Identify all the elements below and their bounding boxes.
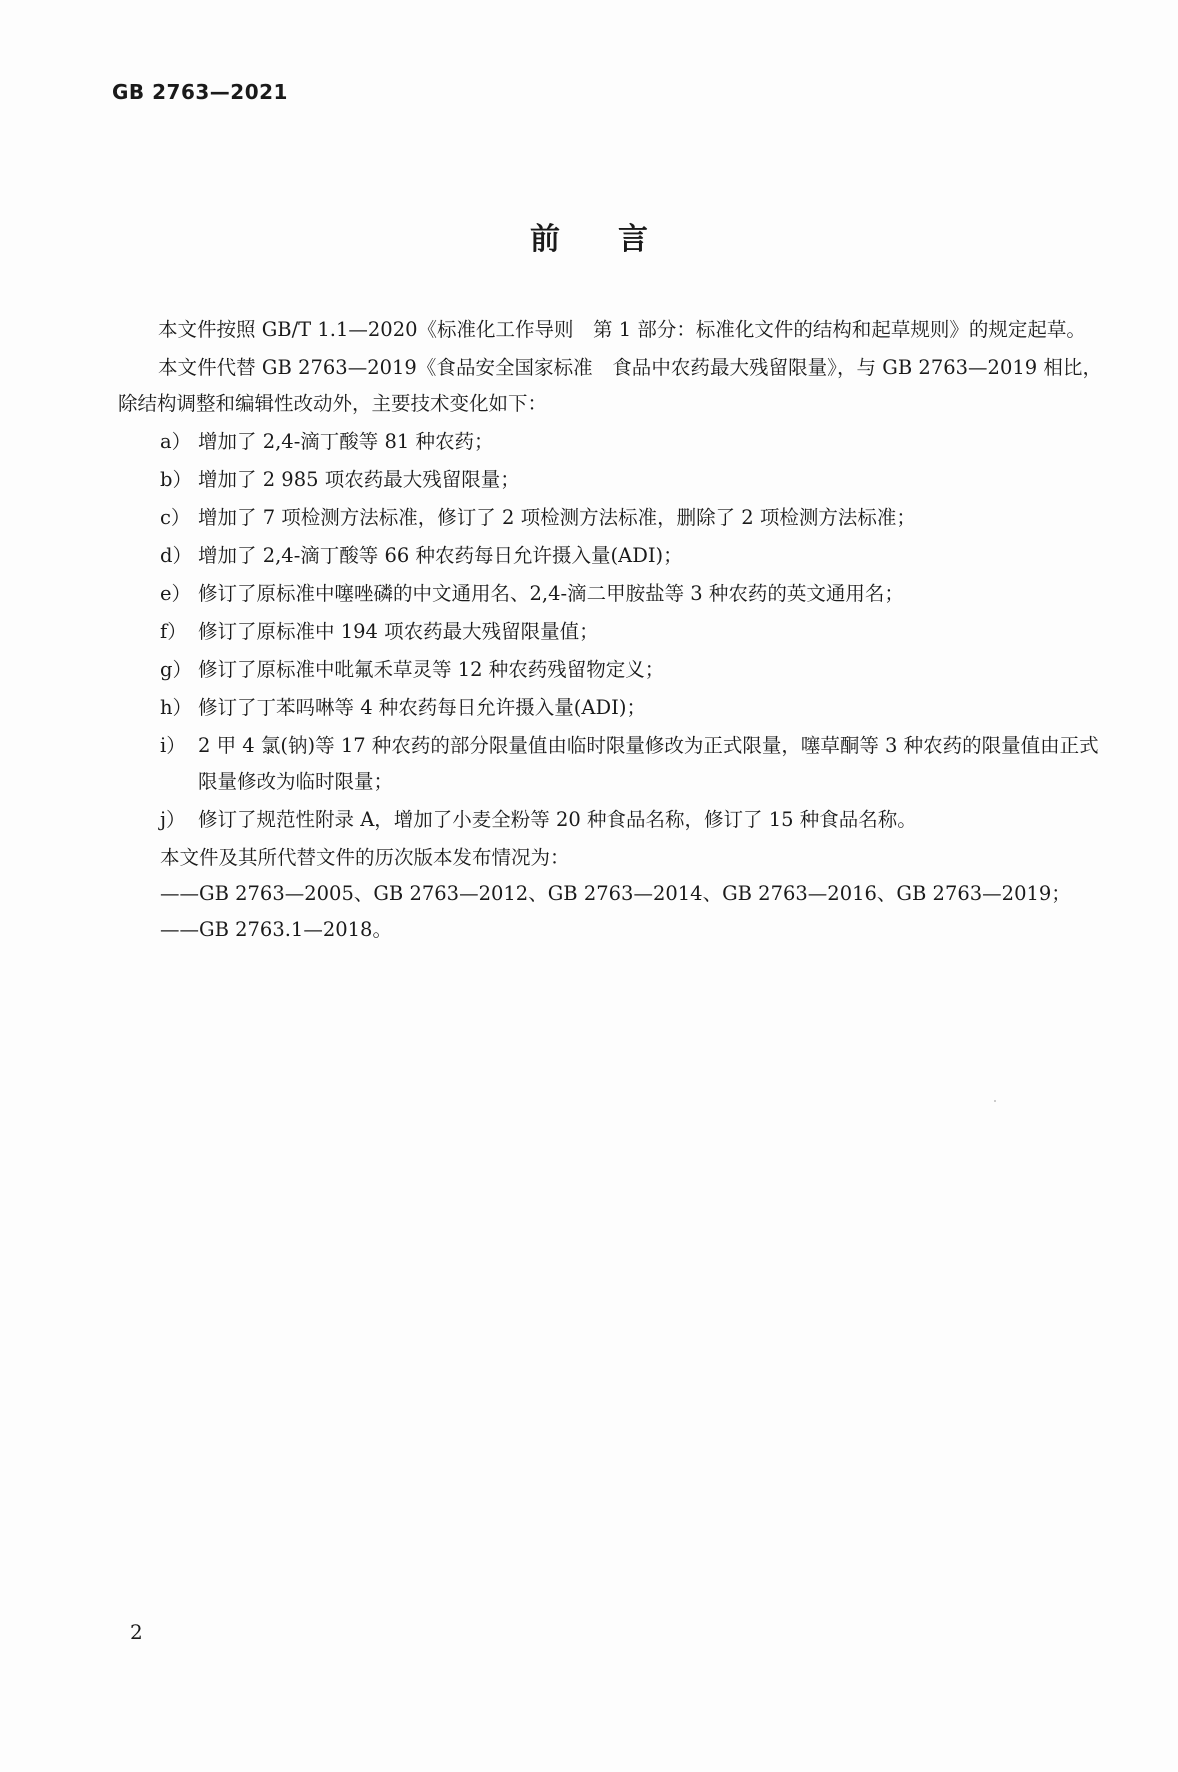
list-item-label: j） xyxy=(160,808,186,831)
list-item-label: i） xyxy=(160,734,186,757)
list-item-text: 修订了规范性附录 A，增加了小麦全粉等 20 种食品名称，修订了 15 种食品名称。 xyxy=(198,808,917,831)
list-item xyxy=(118,728,1102,800)
list-item-label: g） xyxy=(160,658,192,681)
scan-speck xyxy=(994,1100,996,1102)
history-intro: 本文件及其所代替文件的历次版本发布情况为： xyxy=(160,846,570,869)
list-item-label: h） xyxy=(160,696,193,719)
list-item xyxy=(118,462,1102,498)
list-item-label: f） xyxy=(160,620,187,643)
list-item-label: b） xyxy=(160,468,192,491)
list-item-label: c） xyxy=(160,506,191,529)
list-item xyxy=(118,538,1102,574)
list-item-label: e） xyxy=(160,582,192,605)
page-title: 前言 xyxy=(530,222,706,257)
page-number: 2 xyxy=(130,1620,143,1644)
list-item-text: 增加了 2,4-滴丁酸等 81 种农药； xyxy=(198,430,494,453)
list-item-text: 修订了原标准中吡氟禾草灵等 12 种农药残留物定义； xyxy=(198,658,665,681)
changes-list xyxy=(118,424,1102,838)
paragraph-replacement-note: 本文件代替 GB 2763—2019《食品安全国家标准 食品中农药最大残留限量》，与 GB 2763—2019 相比，除结构调整和编辑性改动外，主要技术变化如下： xyxy=(118,356,1102,415)
standard-code: GB 2763—2021 xyxy=(112,80,288,104)
list-item-text: 增加了 2,4-滴丁酸等 66 种农药每日允许摄入量(ADI)； xyxy=(198,544,683,567)
list-item xyxy=(118,614,1102,650)
list-item xyxy=(118,690,1102,726)
list-item-text: 增加了 7 项检测方法标准，修订了 2 项检测方法标准，删除了 2 项检测方法标准； xyxy=(198,506,916,529)
list-item xyxy=(118,652,1102,688)
history-line: ——GB 2763.1—2018。 xyxy=(160,918,392,941)
list-item xyxy=(118,424,1102,460)
list-item-text: 2 甲 4 氯(钠)等 17 种农药的部分限量值由临时限量修改为正式限量，噻草酮等 3 种农药的限量值由正式限量修改为临时限量； xyxy=(198,734,1099,793)
list-item-text: 修订了原标准中噻唑磷的中文通用名、2,4-滴二甲胺盐等 3 种农药的英文通用名； xyxy=(198,582,904,605)
list-item-text: 修订了原标准中 194 项农药最大残留限量值； xyxy=(198,620,599,643)
list-item-text: 修订了丁苯吗啉等 4 种农药每日允许摄入量(ADI)； xyxy=(198,696,646,719)
history-line: ——GB 2763—2005、GB 2763—2012、GB 2763—2014、GB 2763—2016、GB 2763—2019； xyxy=(160,882,1071,905)
paragraph-drafting-rules: 本文件按照 GB/T 1.1—2020《标准化工作导则 第 1 部分：标准化文件的结构和起草规则》的规定起草。 xyxy=(158,318,1086,341)
list-item xyxy=(118,500,1102,536)
list-item-text: 增加了 2 985 项农药最大残留限量； xyxy=(198,468,520,491)
list-item xyxy=(118,802,1102,838)
list-item-label: a） xyxy=(160,430,192,453)
foreword-body xyxy=(118,312,1102,948)
list-item-label: d） xyxy=(160,544,192,567)
list-item xyxy=(118,576,1102,612)
